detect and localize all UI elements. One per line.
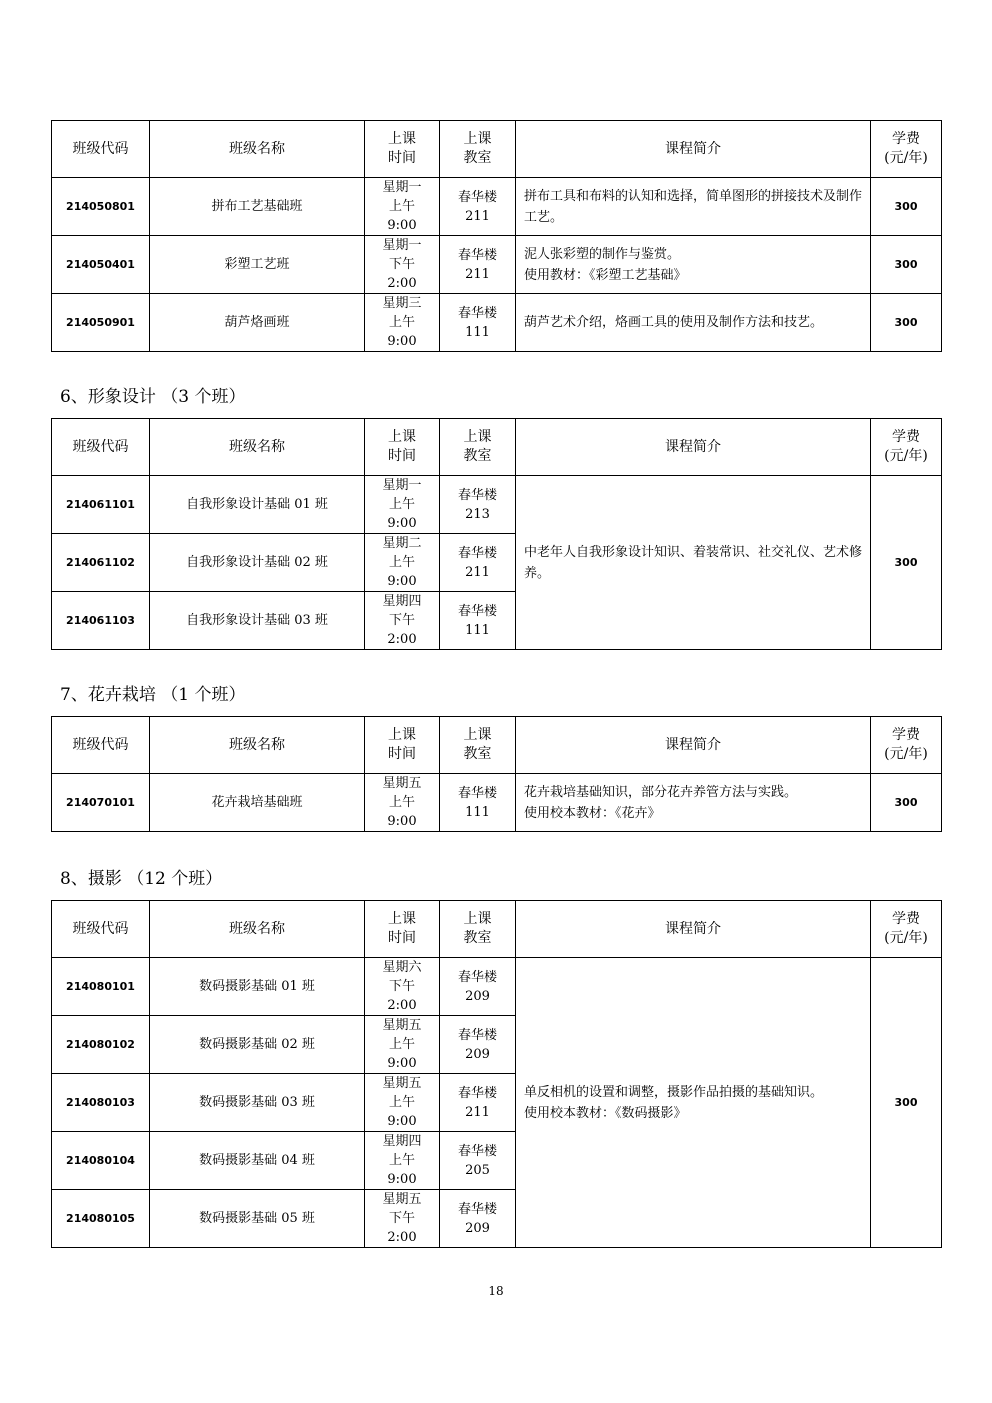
course-description: 拼布工具和布料的认知和选择，简单图形的拼接技术及制作工艺。 [516,178,871,236]
course-table-flower-cultivation [51,716,942,832]
header-tuition: 学费 (元/年) [871,717,942,774]
header-class-name: 班级名称 [150,901,365,958]
tuition-fee: 300 [871,236,942,294]
table-header-row [52,717,942,774]
class-code: 214050801 [52,178,150,236]
header-course-description: 课程简介 [516,717,871,774]
table-header-row [52,121,942,178]
class-time: 星期五 上午 9:00 [365,1016,440,1074]
header-classroom: 上课 教室 [440,717,516,774]
section-title-photography: 8、摄影 （12 个班） [60,869,223,889]
classroom: 春华楼 209 [440,1190,516,1248]
header-class-name: 班级名称 [150,121,365,178]
header-tuition: 学费 (元/年) [871,121,942,178]
header-class-code: 班级代码 [52,121,150,178]
tuition-fee: 300 [871,958,942,1248]
classroom: 春华楼 213 [440,476,516,534]
table-row [52,476,942,534]
classroom: 春华楼 111 [440,294,516,352]
course-table-handicraft [51,120,942,352]
class-time: 星期一 下午 2:00 [365,236,440,294]
header-class-name: 班级名称 [150,419,365,476]
class-time: 星期一 上午 9:00 [365,178,440,236]
class-name: 彩塑工艺班 [150,236,365,294]
header-class-name: 班级名称 [150,717,365,774]
header-class-code: 班级代码 [52,901,150,958]
header-class-code: 班级代码 [52,419,150,476]
header-classroom: 上课 教室 [440,901,516,958]
class-time: 星期五 上午 9:00 [365,1074,440,1132]
class-name: 数码摄影基础 04 班 [150,1132,365,1190]
classroom: 春华楼 209 [440,1016,516,1074]
class-code: 214070101 [52,774,150,832]
course-description: 单反相机的设置和调整，摄影作品拍摄的基础知识。 使用校本教材：《数码摄影》 [516,958,871,1248]
class-time: 星期三 上午 9:00 [365,294,440,352]
table-row [52,236,942,294]
page-number: 18 [488,1284,504,1298]
tuition-fee: 300 [871,476,942,650]
class-name: 花卉栽培基础班 [150,774,365,832]
class-code: 214050901 [52,294,150,352]
table-row [52,178,942,236]
class-code: 214050401 [52,236,150,294]
course-description: 泥人张彩塑的制作与鉴赏。 使用教材：《彩塑工艺基础》 [516,236,871,294]
section-title-flower-cultivation: 7、花卉栽培 （1 个班） [60,685,246,705]
tuition-fee: 300 [871,178,942,236]
course-description: 花卉栽培基础知识，部分花卉养管方法与实践。 使用校本教材：《花卉》 [516,774,871,832]
header-classroom: 上课 教室 [440,121,516,178]
class-name: 自我形象设计基础 02 班 [150,534,365,592]
classroom: 春华楼 111 [440,774,516,832]
classroom: 春华楼 211 [440,236,516,294]
class-name: 数码摄影基础 01 班 [150,958,365,1016]
class-code: 214061102 [52,534,150,592]
classroom: 春华楼 205 [440,1132,516,1190]
classroom: 春华楼 211 [440,178,516,236]
class-code: 214080104 [52,1132,150,1190]
class-code: 214061101 [52,476,150,534]
table-row [52,294,942,352]
header-course-description: 课程简介 [516,121,871,178]
class-name: 数码摄影基础 03 班 [150,1074,365,1132]
class-code: 214080103 [52,1074,150,1132]
class-code: 214080105 [52,1190,150,1248]
header-tuition: 学费 (元/年) [871,901,942,958]
class-name: 数码摄影基础 05 班 [150,1190,365,1248]
header-classroom: 上课 教室 [440,419,516,476]
class-time: 星期四 上午 9:00 [365,1132,440,1190]
class-name: 自我形象设计基础 03 班 [150,592,365,650]
course-description: 中老年人自我形象设计知识、着装常识、社交礼仪、艺术修养。 [516,476,871,650]
class-time: 星期五 下午 2:00 [365,1190,440,1248]
tuition-fee: 300 [871,294,942,352]
table-header-row [52,901,942,958]
header-class-code: 班级代码 [52,717,150,774]
course-description: 葫芦艺术介绍，烙画工具的使用及制作方法和技艺。 [516,294,871,352]
classroom: 春华楼 211 [440,1074,516,1132]
header-class-time: 上课 时间 [365,419,440,476]
classroom: 春华楼 111 [440,592,516,650]
section-title-image-design: 6、形象设计 （3 个班） [60,387,246,407]
table-row [52,774,942,832]
tuition-fee: 300 [871,774,942,832]
header-course-description: 课程简介 [516,901,871,958]
class-time: 星期二 上午 9:00 [365,534,440,592]
class-time: 星期五 上午 9:00 [365,774,440,832]
header-class-time: 上课 时间 [365,901,440,958]
classroom: 春华楼 209 [440,958,516,1016]
class-name: 自我形象设计基础 01 班 [150,476,365,534]
class-time: 星期四 下午 2:00 [365,592,440,650]
course-table-photography [51,900,942,1248]
table-row [52,958,942,1016]
header-tuition: 学费 (元/年) [871,419,942,476]
classroom: 春华楼 211 [440,534,516,592]
class-time: 星期六 下午 2:00 [365,958,440,1016]
course-table-image-design [51,418,942,650]
header-course-description: 课程简介 [516,419,871,476]
header-class-time: 上课 时间 [365,717,440,774]
class-name: 数码摄影基础 02 班 [150,1016,365,1074]
class-code: 214061103 [52,592,150,650]
class-name: 拼布工艺基础班 [150,178,365,236]
class-code: 214080102 [52,1016,150,1074]
class-time: 星期一 上午 9:00 [365,476,440,534]
class-name: 葫芦烙画班 [150,294,365,352]
table-header-row [52,419,942,476]
class-code: 214080101 [52,958,150,1016]
header-class-time: 上课 时间 [365,121,440,178]
